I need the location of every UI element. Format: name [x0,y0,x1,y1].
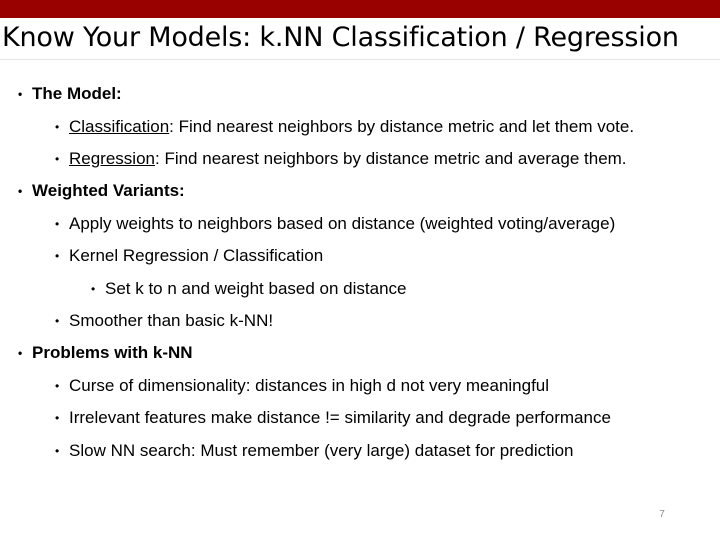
bullet-dot: • [55,217,60,231]
term-regression: Regression [69,149,155,168]
bullet-text: Set k to n and weight based on distance [105,279,407,298]
bullet-dot: • [55,249,60,263]
term-classification: Classification [69,117,170,136]
bullet-dot: • [55,379,60,393]
bullet-text: Smoother than basic k-NN! [69,311,274,330]
bullet-regression [55,149,627,169]
bullet-dot: • [18,184,23,198]
bullet-classification [55,117,634,137]
bullet-text: : Find nearest neighbors by distance metric and let them vote. [169,117,635,136]
bullet-curse [55,376,549,396]
bullet-problems-heading [18,343,193,363]
bullet-text: Weighted Variants: [32,181,185,200]
bullet-kernel [55,246,323,266]
bullet-text: Irrelevant features make distance != similarity and degrade performance [69,408,611,427]
bullet-dot: • [55,120,60,134]
bullet-dot: • [91,282,96,296]
bullet-dot: • [55,444,60,458]
title-accent-bar [0,0,720,18]
bullet-smoother [55,311,273,331]
bullet-text: Slow NN search: Must remember (very large) dataset for prediction [69,441,574,460]
bullet-dot: • [55,411,60,425]
bullet-weighted-heading [18,181,185,201]
bullet-model-heading [18,84,122,104]
bullet-text: : Find nearest neighbors by distance metric and average them. [155,149,627,168]
bullet-irrelevant [55,408,611,428]
bullet-text: Kernel Regression / Classification [69,246,324,265]
bullet-text: Curse of dimensionality: distances in high d not very meaningful [69,376,550,395]
bullet-slow-search [55,441,574,461]
bullet-text: The Model: [32,84,122,103]
bullet-text: Apply weights to neighbors based on distance (weighted voting/average) [69,214,616,233]
bullet-dot: • [18,87,23,101]
slide-title: Know Your Models: k.NN Classification / Regression [2,22,679,53]
bullet-dot: • [55,152,60,166]
bullet-kernel-sub [91,279,406,299]
bullet-text: Problems with k-NN [32,343,193,362]
bullet-dot: • [55,314,60,328]
page-number: 7 [659,509,665,520]
title-divider [0,59,720,60]
bullet-dot: • [18,346,23,360]
bullet-apply-weights [55,214,615,234]
